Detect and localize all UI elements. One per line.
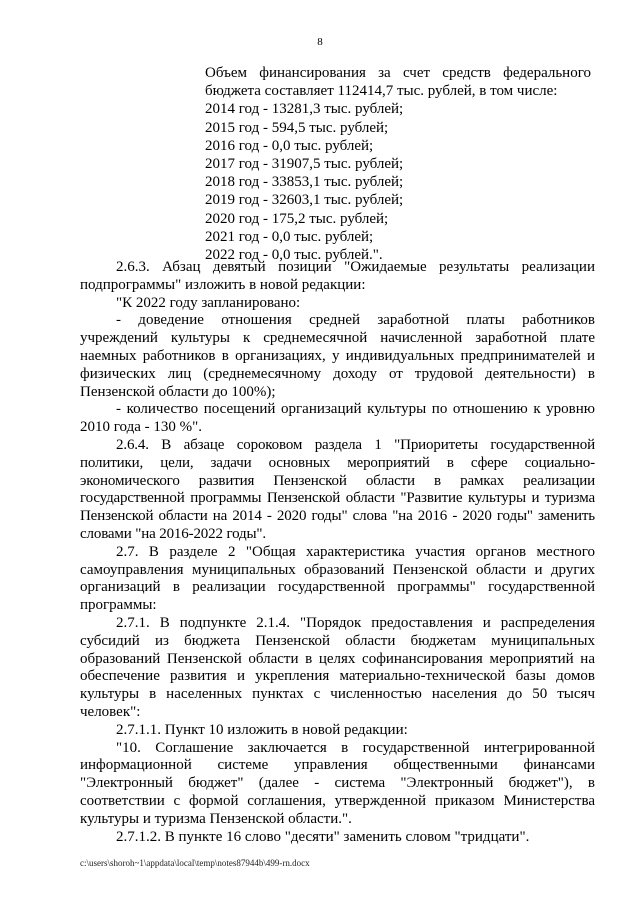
financing-year-2014: 2014 год - 13281,3 тыс. рублей; [205, 101, 404, 118]
financing-year-2016: 2016 год - 0,0 тыс. рублей; [205, 137, 374, 154]
document-body [80, 259, 595, 846]
financing-heading: Объем финансирования за счет средств федерального бюджета составляет 112414,7 тыс. рублей, в том числе: [205, 65, 591, 100]
page-number: 8 [317, 36, 323, 48]
paragraph-2-7-1-2: 2.7.1.2. В пункте 16 слово "десяти" заменить словом "тридцати". [116, 828, 530, 845]
paragraph-2-7: 2.7. В разделе 2 "Общая характеристика участия органов местного самоуправления муниципальных образований Пензенской области и других организаций в реализации государственной программы" государственной программы: [80, 543, 595, 614]
financing-year-2021: 2021 год - 0,0 тыс. рублей; [205, 228, 374, 245]
financing-year-2022: 2022 год - 0,0 тыс. рублей.". [205, 247, 383, 264]
financing-year-2017: 2017 год - 31907,5 тыс. рублей; [205, 156, 404, 173]
paragraph-point-10: "10. Соглашение заключается в государственной интегрированной информационной системе управления общественными финансами "Электронный бюджет" (далее - система "Электронный бюджет"), в соответствии с формой соглашения, утвержденной приказом Министерства культуры и туризма Пензенской области.". [80, 739, 595, 827]
paragraph-visits-target: - количество посещений организаций культуры по отношению к уровню 2010 года - 130 %". [80, 401, 595, 436]
paragraph-2-6-4: 2.6.4. В абзаце сороковом раздела 1 "Приоритеты государственной политики, цели, задачи основных мероприятий в сфере социально-экономического развития Пензенской области в рамках реализации государственной программы Пензенской области "Развитие культуры и туризма Пензенской области на 2014 - 2020 годы" слова "на 2016 - 2020 годы" заменить словами "на 2016-2022 годы". [80, 436, 595, 542]
financing-block [205, 64, 591, 264]
paragraph-2-6-3: 2.6.3. Абзац девятый позиции "Ожидаемые результаты реализации подпрограммы" изложить в новой редакции: [80, 259, 595, 293]
paragraph-quote-start: "К 2022 году запланировано: [116, 294, 301, 311]
financing-year-2019: 2019 год - 32603,1 тыс. рублей; [205, 192, 404, 209]
financing-year-2018: 2018 год - 33853,1 тыс. рублей; [205, 174, 404, 191]
paragraph-salary-target: - доведение отношения средней заработной платы работников учреждений культуры к среднемесячной начисленной заработной плате наемных работников в организациях, у индивидуальных предпринимателей и физических лиц (среднемесячному доходу от трудовой деятельности) в Пензенской области до 100%); [80, 312, 595, 400]
financing-year-2015: 2015 год - 594,5 тыс. рублей; [205, 119, 389, 136]
footer-file-path: c:\users\shoroh~1\appdata\local\temp\notes87944b\499-rn.docx [80, 858, 310, 868]
financing-year-2020: 2020 год - 175,2 тыс. рублей; [205, 210, 389, 227]
paragraph-2-7-1: 2.7.1. В подпункте 2.1.4. "Порядок предоставления и распределения субсидий из бюджета Пензенской области бюджетам муниципальных образований Пензенской области в целях софинансирования мероприятий на обеспечение развития и укрепления материально-технической базы домов культуры в населенных пунктах с численностью населения до 50 тысяч человек": [80, 614, 595, 720]
paragraph-2-7-1-1: 2.7.1.1. Пункт 10 изложить в новой редакции: [116, 721, 408, 738]
